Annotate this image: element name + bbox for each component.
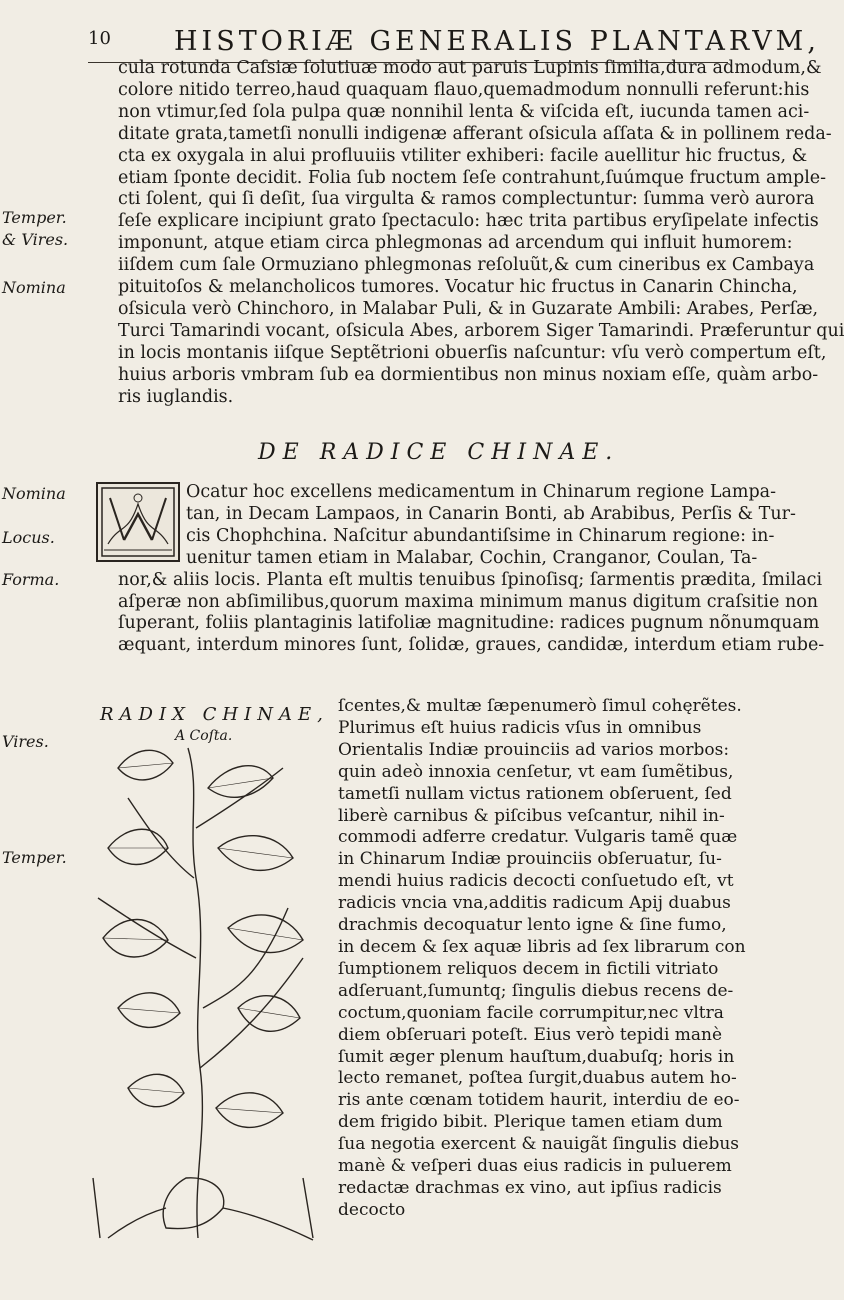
text-line: colore nitido terreo,haud quaquam flauo,quemadmodum nonnulli referunt:his [118,79,810,100]
text-line: pituitoſos & melancholicos tumores. Vocatur hic fructus in Canarin Chincha, [118,277,798,298]
text-line: oſsicula verò Chinchoro, in Malabar Puli, & in Guzarate Ambili: Arabes, Perſæ, [118,298,819,319]
text-line: ſua negotia exercent & nauigãt ſingulis diebus [338,1134,740,1155]
text-line: redactæ drachmas ex vino, aut ipſius radicis [338,1177,722,1198]
text-line: aſperæ non abſimilibus,quorum maxima minimum manus digitum craſsitie non [118,591,819,612]
running-title: HISTORIÆ GENERALIS PLANTARVM, [174,26,820,57]
text-line: ſeſe explicare incipiunt grato ſpectaculo: hæc trita partibus eryſipelate infectis [118,211,819,232]
text-line: nor,& aliis locis. Planta eſt multis tenuibus ſpinoſisq; ſarmentis prædita, ſmilaci [118,569,823,590]
text-line: decocto [338,1199,406,1220]
margin-note-nomina: Nomina [2,278,66,297]
text-line: cta ex oxygala in alui profluuiis vtiliter exhiberi: facile auellitur hic fructus, & [118,145,808,166]
margin-note-nomina: Nomina [2,484,66,503]
text-line: radicis vncia vna,additis radicum Apij duabus [338,893,731,914]
text-line: quin adeò innoxia cenſetur, vt eam ſumẽtibus, [338,761,734,782]
margin-note-locus: Locus. [2,528,55,547]
figure-subtitle: A Coſta. [175,728,233,744]
text-line: cti ſolent, qui ſi deſit, ſua virgulta & ramos complectuntur: ſumma verò aurora [118,189,815,210]
text-line: ſuperant, foliis plantaginis latifoliæ magnitudine: radices pugnum nõnumquam [118,613,820,634]
text-line: lecto remanet, poſtea ſurgit,duabus autem ho- [338,1068,737,1089]
body-text-tamarind [118,58,844,409]
body-text-column [338,696,746,1222]
margin-note-vires: Vires. [2,732,49,751]
text-line: iiſdem cum ſale Ormuziano phlegmonas reſoluũt,& cum cineribus ex Cambaya [118,255,815,276]
text-line: Turci Tamarindi vocant, oſsicula Abes, arborem Siger Tamarindi. Præferuntur qui [118,320,844,341]
margin-note-vires: & Vires. [2,230,69,249]
text-line: in Chinarum Indiæ prouinciis obſeruatur, ſu- [338,849,722,870]
text-line: liberè carnibus & piſcibus veſcantur, nihil in- [338,805,725,826]
radix-chinae-illustration [88,708,320,1248]
text-line: mendi huius radicis decocti conſuetudo eſt, vt [338,871,734,892]
text-line: tametſi nullam victus rationem obſeruent, ſed [338,783,732,804]
text-line: in locis montanis iiſque Septẽtrioni obuerſis naſcuntur: vſu verò compertum eſt, [118,342,827,363]
text-line: imponunt, atque etiam circa phlegmonas ad arcendum qui influit humorem: [118,233,793,254]
text-line: huius arboris vmbram ſub ea dormientibus non minus noxiam eſſe, quàm arbo- [118,364,819,385]
text-line: Ocatur hoc excellens medicamentum in Chinarum regione Lampa- [186,482,777,502]
margin-note-temper: Temper. [2,208,67,227]
text-line: cis Chophchina. Naſcitur abundantiſsime in Chinarum regione: in- [186,525,775,546]
margin-note-temper: Temper. [2,848,67,867]
text-line: drachmis decoquatur lento igne & ſine fumo, [338,915,727,936]
text-line: commodi adferre credatur. Vulgaris tamẽ quæ [338,827,738,848]
text-line: Plurimus eſt huius radicis vſus in omnibus [338,717,702,738]
text-line: ſcentes,& multæ ſæpenumerò ſimul cohęrẽtes. [338,696,742,716]
section-title: DE RADICE CHINAE. [258,440,620,465]
text-line: coctum,quoniam facile corrumpitur,nec vltra [338,1002,724,1023]
text-line: ſumit æger plenum hauſtum,duabuſq; horis in [338,1046,735,1067]
text-line: non vtimur,ſed ſola pulpa quæ nonnihil lenta & viſcida eſt, iucunda tamen aci- [118,101,810,122]
text-line: uenitur tamen etiam in Malabar, Cochin, Cranganor, Coulan, Ta- [186,547,758,568]
text-line: tan, in Decam Lampaos, in Canarin Bonti, ab Arabibus, Perſis & Tur- [186,503,796,524]
text-line: adſeruant,ſumuntq; ſingulis diebus recens de- [338,980,734,1001]
text-line: ditate grata,tametſi nonulli indigenæ afferant oſsicula aſſata & in pollinem reda- [118,123,832,144]
text-line: manè & veſperi duas eius radicis in puluerem [338,1156,732,1177]
botanical-woodcut [88,708,320,1248]
text-line: dem frigido bibit. Plerique tamen etiam dum [338,1112,723,1133]
text-line: ris iuglandis. [118,386,234,407]
text-line: ſumptionem reliquos decem in fictili vitriato [338,958,719,979]
text-line: diem obſeruari poteſt. Eius verò tepidi manè [338,1024,723,1045]
text-line: æquant, interdum minores ſunt, ſolidæ, graues, candidæ, interdum etiam rube- [118,635,825,656]
text-line: etiam ſponte decidit. Folia ſub noctem ſeſe contrahunt,ſuúmque fructum ample- [118,167,827,188]
figure-title: RADIX CHINAE, [100,704,329,725]
text-line: in decem & ſex aquæ libris ad ſex librarum con [338,936,746,957]
text-line: Orientalis Indiæ prouinciis ad varios morbos: [338,739,730,760]
page-number: 10 [88,28,111,49]
body-text-radix-chinae [118,482,825,657]
text-line: cula rotunda Caſsiæ ſolutiuæ modo aut paruis Lupinis ſimilia,dura admodum,& [118,58,822,78]
text-line: ris ante cœnam totidem haurit, interdiu de eo- [338,1090,740,1111]
margin-note-forma: Forma. [2,570,60,589]
